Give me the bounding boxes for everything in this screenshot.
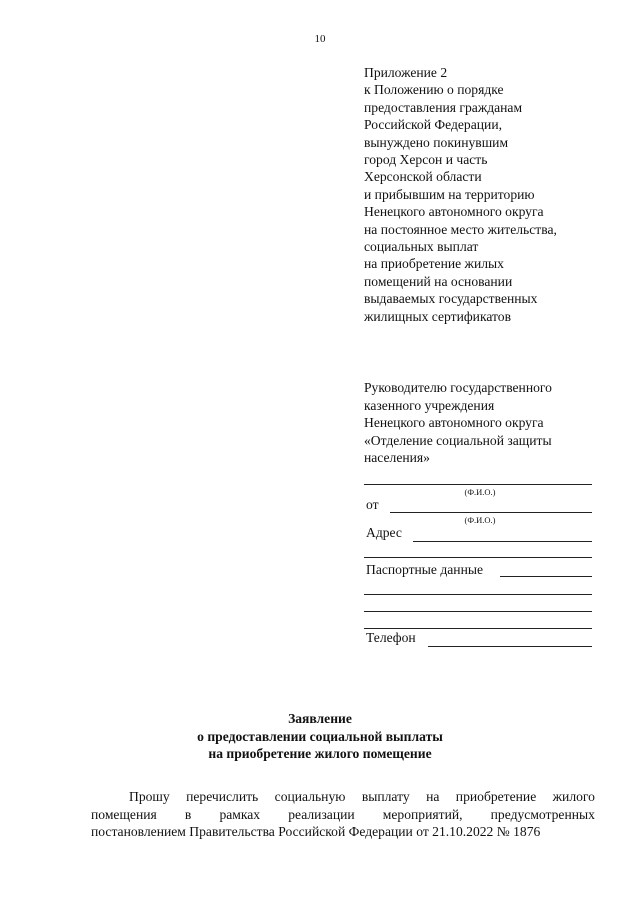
body-line — [91, 788, 595, 806]
passport-line-4[interactable] — [364, 628, 592, 629]
body-word: жилого — [552, 789, 595, 804]
body-word: приобретение — [455, 789, 537, 804]
passport-line[interactable] — [500, 576, 592, 577]
phone-label: Телефон — [366, 630, 416, 645]
body-word: выплату — [361, 789, 410, 804]
body-word: реализации — [288, 806, 355, 822]
title-line: о предоставлении социальной выплаты — [197, 728, 443, 744]
appendix-line: город Херсон и часть — [364, 152, 488, 168]
appendix-line: к Положению о порядке — [364, 82, 504, 98]
addressee-line: Руководителю государственного — [364, 380, 552, 395]
document-title — [0, 710, 640, 763]
appendix-line: Российской Федерации, — [364, 117, 502, 133]
appendix-line: Приложение 2 — [364, 65, 448, 80]
title-line: Заявление — [288, 711, 352, 726]
address-line[interactable] — [413, 541, 592, 542]
body-line: постановлением Правительства Российской Федерации от 21.10.2022 № 1876 — [91, 824, 541, 840]
from-fio-line[interactable] — [390, 512, 592, 513]
body-word: предусмотренных — [490, 806, 595, 822]
passport-line-2[interactable] — [364, 594, 592, 595]
address-label: Адрес — [366, 525, 402, 540]
body-word: социальную — [274, 789, 346, 804]
address-line-2[interactable] — [364, 557, 592, 558]
appendix-line: социальных выплат — [364, 239, 479, 255]
appendix-line: на постоянное место жительства, — [364, 221, 557, 237]
body-word: в — [184, 806, 192, 822]
body-word: Прошу — [129, 789, 170, 804]
body-word: перечислить — [186, 789, 259, 804]
title-line: на приобретение жилого помещение — [208, 746, 432, 761]
appendix-line: Херсонской области — [364, 169, 482, 185]
addressee-line: населения» — [364, 450, 430, 466]
page-number: 10 — [314, 33, 326, 45]
from-label: от — [366, 497, 379, 512]
fio-recipient-line[interactable] — [364, 484, 592, 485]
phone-line[interactable] — [428, 646, 592, 647]
body-word: рамках — [219, 806, 261, 822]
fio-caption: (Ф.И.О.) — [464, 487, 496, 497]
appendix-line: Ненецкого автономного округа — [364, 204, 544, 220]
addressee-line: казенного учреждения — [364, 397, 495, 413]
application-body — [91, 788, 595, 841]
appendix-line: жилищных сертификатов — [364, 308, 512, 324]
body-line — [91, 806, 595, 824]
appendix-line: выдаваемых государственных — [364, 291, 538, 307]
appendix-line: на приобретение жилых — [364, 256, 504, 272]
fio-caption: (Ф.И.О.) — [464, 515, 496, 525]
appendix-line: помещений на основании — [364, 273, 513, 289]
appendix-line: вынуждено покинувшим — [364, 134, 509, 150]
appendix-line: и прибывшим на территорию — [364, 186, 535, 202]
body-word: помещения — [91, 806, 157, 822]
appendix-line: предоставления гражданам — [364, 99, 523, 115]
passport-label: Паспортные данные — [366, 562, 484, 577]
addressee-line: Ненецкого автономного округа — [364, 415, 544, 431]
passport-line-3[interactable] — [364, 611, 592, 612]
addressee-block — [364, 379, 624, 467]
appendix-header — [364, 64, 624, 325]
body-word: мероприятий, — [382, 806, 463, 822]
body-word: на — [426, 789, 440, 804]
addressee-line: «Отделение социальной защиты — [364, 432, 552, 448]
